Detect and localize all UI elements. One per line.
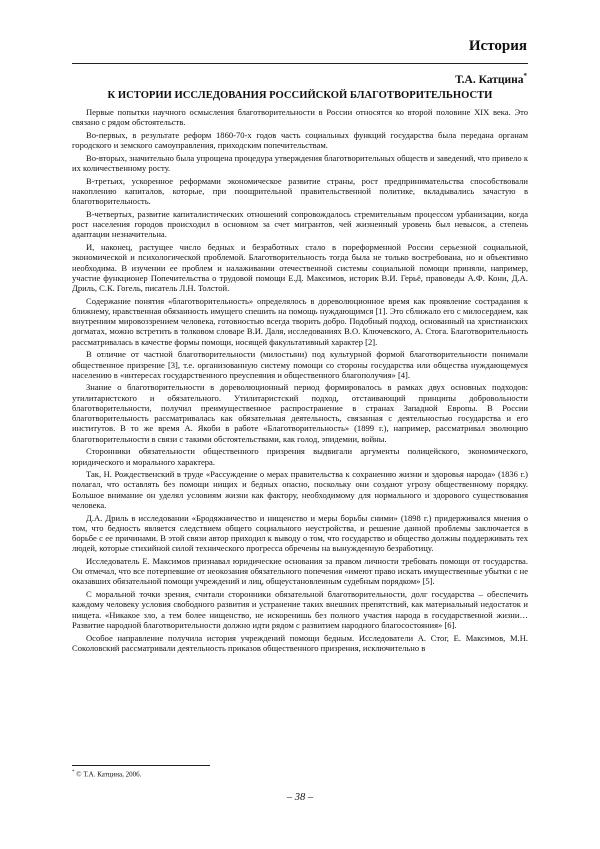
- paragraph: Знание о благотворительности в дореволюционный период формировалось в рамках двух основных подходов: утилитаристского и обязательного. Утилитаристский подход, отстаивающий принципы добровольности благотворительности, получил преимущественное распространение в странах Западной Европы. В России благотворительность рассматривалась как обязательная деятельность, связанная с деятельностью государства и его институтов. В то же время А. Якоби в работе «Благотворительность» (1899 г.), например, рассматривал эволюцию благотворительности в связи с такими обстоятельствами, как голод, эпидемии, войны.: [72, 382, 528, 444]
- paragraph: Особое направление получила история учреждений помощи бедным. Исследователи А. Стог, Е. Максимов, М.Н. Соколовский рассматривали деятельность приказов общественного призрения, исключительно в: [72, 632, 528, 653]
- paragraph: Так, Н. Рождественский в труде «Рассуждение о мерах правительства к сохранению жизни и здоровья народа» (1836 г.) полагал, что оставлять без помощи нищих и бедных опасно, поскольку они создают угрозу общественному порядку. Большое внимание он уделял условиям жизни как фактору, необходимому для нормального и здорового существования человека.: [72, 469, 528, 510]
- paragraph: Во-первых, в результате реформ 1860-70-х годов часть социальных функций государства была передана органам городского и земского самоуправления, приходским попечительствам.: [72, 129, 528, 151]
- article-body: [72, 107, 528, 655]
- footnote-mark: *: [72, 770, 75, 775]
- paragraph: В отличие от частной благотворительности (милостыни) под культурной формой благотворительности понимали общественное призрение [3], т.е. организованную систему помощи со стороны государства или общества нуждающемуся населению в «интересах государственного преуспеяния и общественного благополучия» [4].: [72, 349, 528, 380]
- paragraph: С моральной точки зрения, считали сторонники обязательной благотворительности, долг государства – обеспечить каждому человеку условия свободного развития и устранение таких внешних препятствий, как материальный недостаток и нищета. «Никакое зло, а тем более нищенство, не искоренишь без полного участия народа в государственной жизни… Развитие народной благотворительности должно идти рядом с развитием народного благосостояния» [6].: [72, 589, 528, 630]
- author-footnote-mark: *: [523, 72, 527, 80]
- paragraph: Во-вторых, значительно была упрощена процедура утверждения благотворительных обществ и заведений, что привело к их количественному росту.: [72, 152, 528, 174]
- paragraph: В-третьих, ускоренное реформами экономическое развитие страны, рост предпринимательства способствовали накоплению капиталов, которые, при поощрительной правительственной политике, вкладывались зачастую в благотворительность.: [72, 175, 528, 207]
- page-number: – 38 –: [286, 792, 314, 803]
- paragraph: Содержание понятия «благотворительность» определялось в дореволюционное время как проявление сострадания к ближнему, нравственная обязанность имущего спешить на помощь нуждающимся [1]. Это сближало его с милосердием, как внутренним мировоззрением человека, готовностью всегда творить добро. Подобный подход, основанный на христианских догматах, можно встретить в толковом словаре В.И. Даля, исследованиях В.О. Ключевского, А. Стога. Благотворительность рассматривалась в качестве формы помощи, носящей факультативный характер [2].: [72, 295, 528, 347]
- paragraph: Сторонники обязательности общественного призрения выдвигали аргументы полицейского, экономического, юридического и морального характера.: [72, 446, 528, 467]
- article-title: К ИСТОРИИ ИССЛЕДОВАНИЯ РОССИЙСКОЙ БЛАГОТВОРИТЕЛЬНОСТИ: [107, 90, 493, 101]
- paragraph: Первые попытки научного осмысления благотворительности в России относятся ко второй половине XIX века. Это связано с рядом обстоятельств.: [72, 107, 528, 128]
- author-text: Т.А. Катцина: [455, 73, 524, 86]
- footnote-rule: [72, 765, 210, 766]
- author-name: [455, 72, 527, 86]
- header-rule: [72, 63, 528, 64]
- paragraph: В-четвертых, развитие капиталистических отношений сопровождалось стремительным процессом урбанизации, когда рост населения городов происходил в основном за счет мигрантов, чей жизненный уровень был невысок, а степень адаптации незначительна.: [72, 208, 528, 240]
- paragraph: Д.А. Дриль в исследовании «Бродяжничество и нищенство и меры борьбы сними» (1898 г.) придерживался мнения о том, что бедность является следствием общего социального неустройства, и решение данной проблемы заключается в борьбе с ее причинами. В этой связи автор приходил к выводу о том, что государство и общество должны поддерживать тех людей, которые стихийной силой технического прогресса обречены на вынужденную безработицу.: [72, 512, 528, 554]
- paragraph: Исследователь Е. Максимов признавал юридические основания за правом личности требовать помощи от государства. Он отмечал, что все потерпевшие от неокозания обязательного попечения «имеют право искать имущественные убытки с не оказавших обязательной помощи учреждений и лиц, общеустановленным судебным порядком» [5].: [72, 555, 528, 587]
- section-title: История: [468, 38, 527, 54]
- footnote: [72, 770, 141, 778]
- paragraph: И, наконец, растущее число бедных и безработных стало в пореформенной России серьезной социальной, экономической и психологической проблемой. Благотворительность тогда была не только востребована, но и объективно необходима. В изучении ее проблем и налаживании отечественной системы социальной помощи приняли, например, участие функционер Попечительства о трудовой помощи Е.Д. Максимов, историк В.И. Герьё, правоведы А.Ф. Кони, Д.А. Дриль, С.К. Гогель, писатель Л.Н. Толстой.: [72, 242, 528, 293]
- footnote-text: © Т.А. Катцина, 2006.: [76, 770, 142, 779]
